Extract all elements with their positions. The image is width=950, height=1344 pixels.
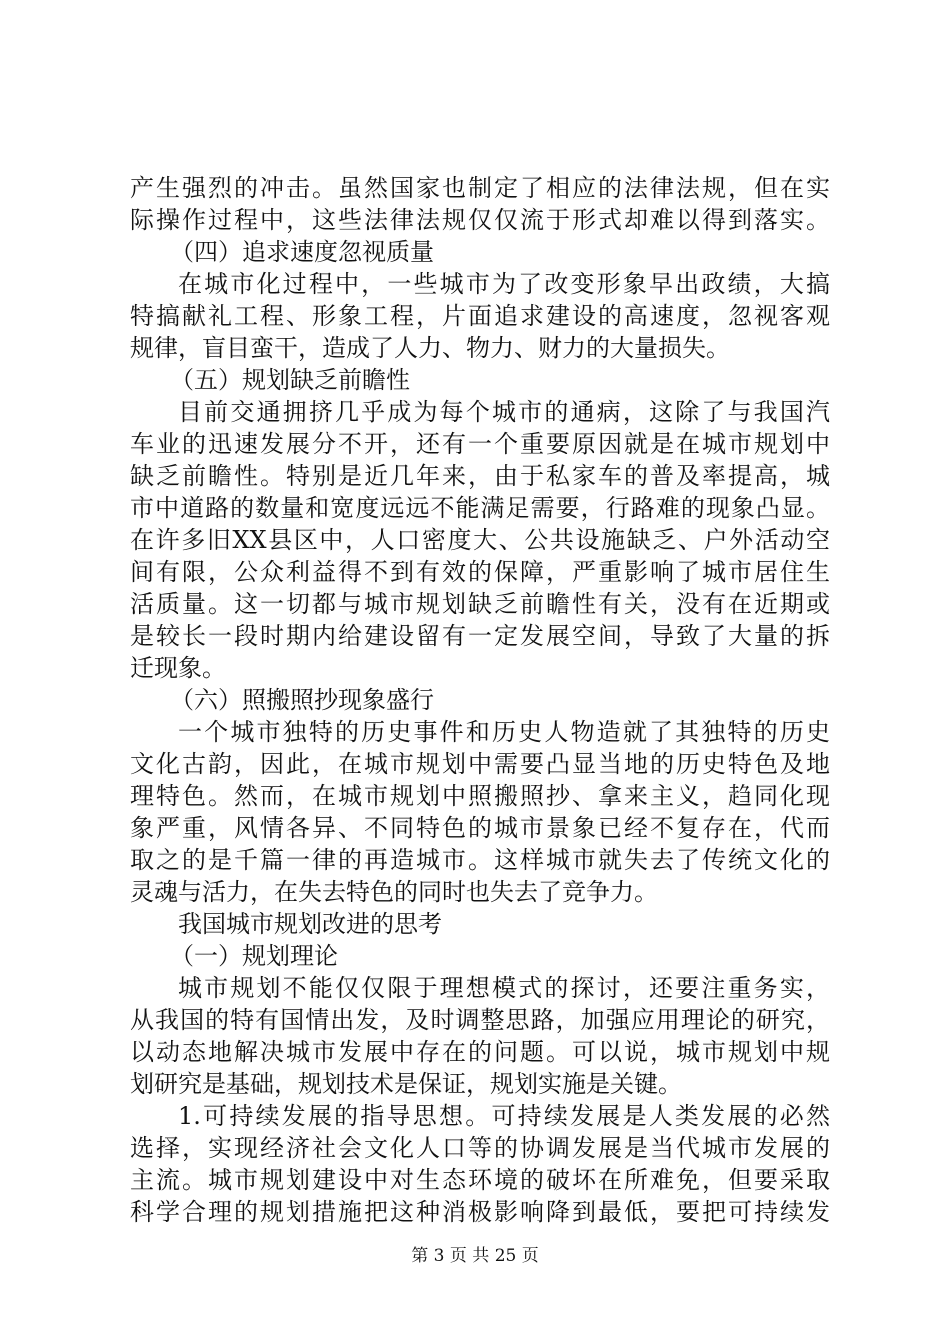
body-text (130, 172, 830, 1228)
text-line: 以动态地解决城市发展中存在的问题。可以说，城市规划中规 (130, 1038, 830, 1066)
text-line: 理特色。然而，在城市规划中照搬照抄、拿来主义，趋同化现 (130, 782, 830, 810)
text-line: 选择，实现经济社会文化人口等的协调发展是当代城市发展的 (130, 1134, 830, 1162)
text-line: 象严重，风情各异、不同特色的城市景象已经不复存在，代而 (130, 814, 830, 842)
text-line: 缺乏前瞻性。特别是近几年来，由于私家车的普及率提高，城 (130, 462, 830, 490)
text-line: （四）追求速度忽视质量 (170, 238, 434, 266)
text-line: 我国城市规划改进的思考 (178, 910, 442, 938)
text-line: 主流。城市规划建设中对生态环境的破坏在所难免，但要采取 (130, 1166, 830, 1194)
text-line: 活质量。这一切都与城市规划缺乏前瞻性有关，没有在近期或 (130, 590, 830, 618)
text-line: 是较长一段时期内给建设留有一定发展空间，导致了大量的拆 (130, 622, 830, 650)
text-line: 间有限，公众利益得不到有效的保障，严重影响了城市居住生 (130, 558, 830, 586)
text-line: （一）规划理论 (170, 942, 338, 970)
text-line: （五）规划缺乏前瞻性 (170, 366, 410, 394)
text-line: 车业的迅速发展分不开，还有一个重要原因就是在城市规划中 (130, 430, 830, 458)
text-line: 目前交通拥挤几乎成为每个城市的通病，这除了与我国汽 (178, 398, 830, 426)
text-line: 一个城市独特的历史事件和历史人物造就了其独特的历史 (178, 718, 830, 746)
text-line: 迁现象。 (130, 654, 226, 682)
text-line: 城市规划不能仅仅限于理想模式的探讨，还要注重务实， (178, 974, 830, 1002)
text-line: 在城市化过程中，一些城市为了改变形象早出政绩，大搞 (178, 270, 830, 298)
text-line: 划研究是基础，规划技术是保证，规划实施是关键。 (130, 1070, 682, 1098)
text-line: 在许多旧XX县区中，人口密度大、公共设施缺乏、户外活动空 (130, 526, 830, 554)
text-line: 灵魂与活力，在失去特色的同时也失去了竞争力。 (130, 878, 658, 906)
page-footer: 第 3 页 共 25 页 (411, 1246, 539, 1266)
text-line: 科学合理的规划措施把这种消极影响降到最低，要把可持续发 (130, 1198, 830, 1226)
text-line: 规律，盲目蛮干，造成了人力、物力、财力的大量损失。 (130, 334, 730, 362)
text-line: 1.可持续发展的指导思想。可持续发展是人类发展的必然 (178, 1102, 830, 1130)
text-line: 市中道路的数量和宽度远远不能满足需要，行路难的现象凸显。 (130, 494, 830, 522)
text-line: （六）照搬照抄现象盛行 (170, 686, 434, 714)
text-line: 取之的是千篇一律的再造城市。这样城市就失去了传统文化的 (130, 846, 830, 874)
text-line: 特搞献礼工程、形象工程，片面追求建设的高速度，忽视客观 (130, 302, 830, 330)
text-line: 文化古韵，因此，在城市规划中需要凸显当地的历史特色及地 (130, 750, 830, 778)
text-line: 从我国的特有国情出发，及时调整思路，加强应用理论的研究， (130, 1006, 830, 1034)
text-line: 际操作过程中，这些法律法规仅仅流于形式却难以得到落实。 (130, 206, 830, 234)
text-line: 产生强烈的冲击。虽然国家也制定了相应的法律法规，但在实 (130, 174, 830, 202)
